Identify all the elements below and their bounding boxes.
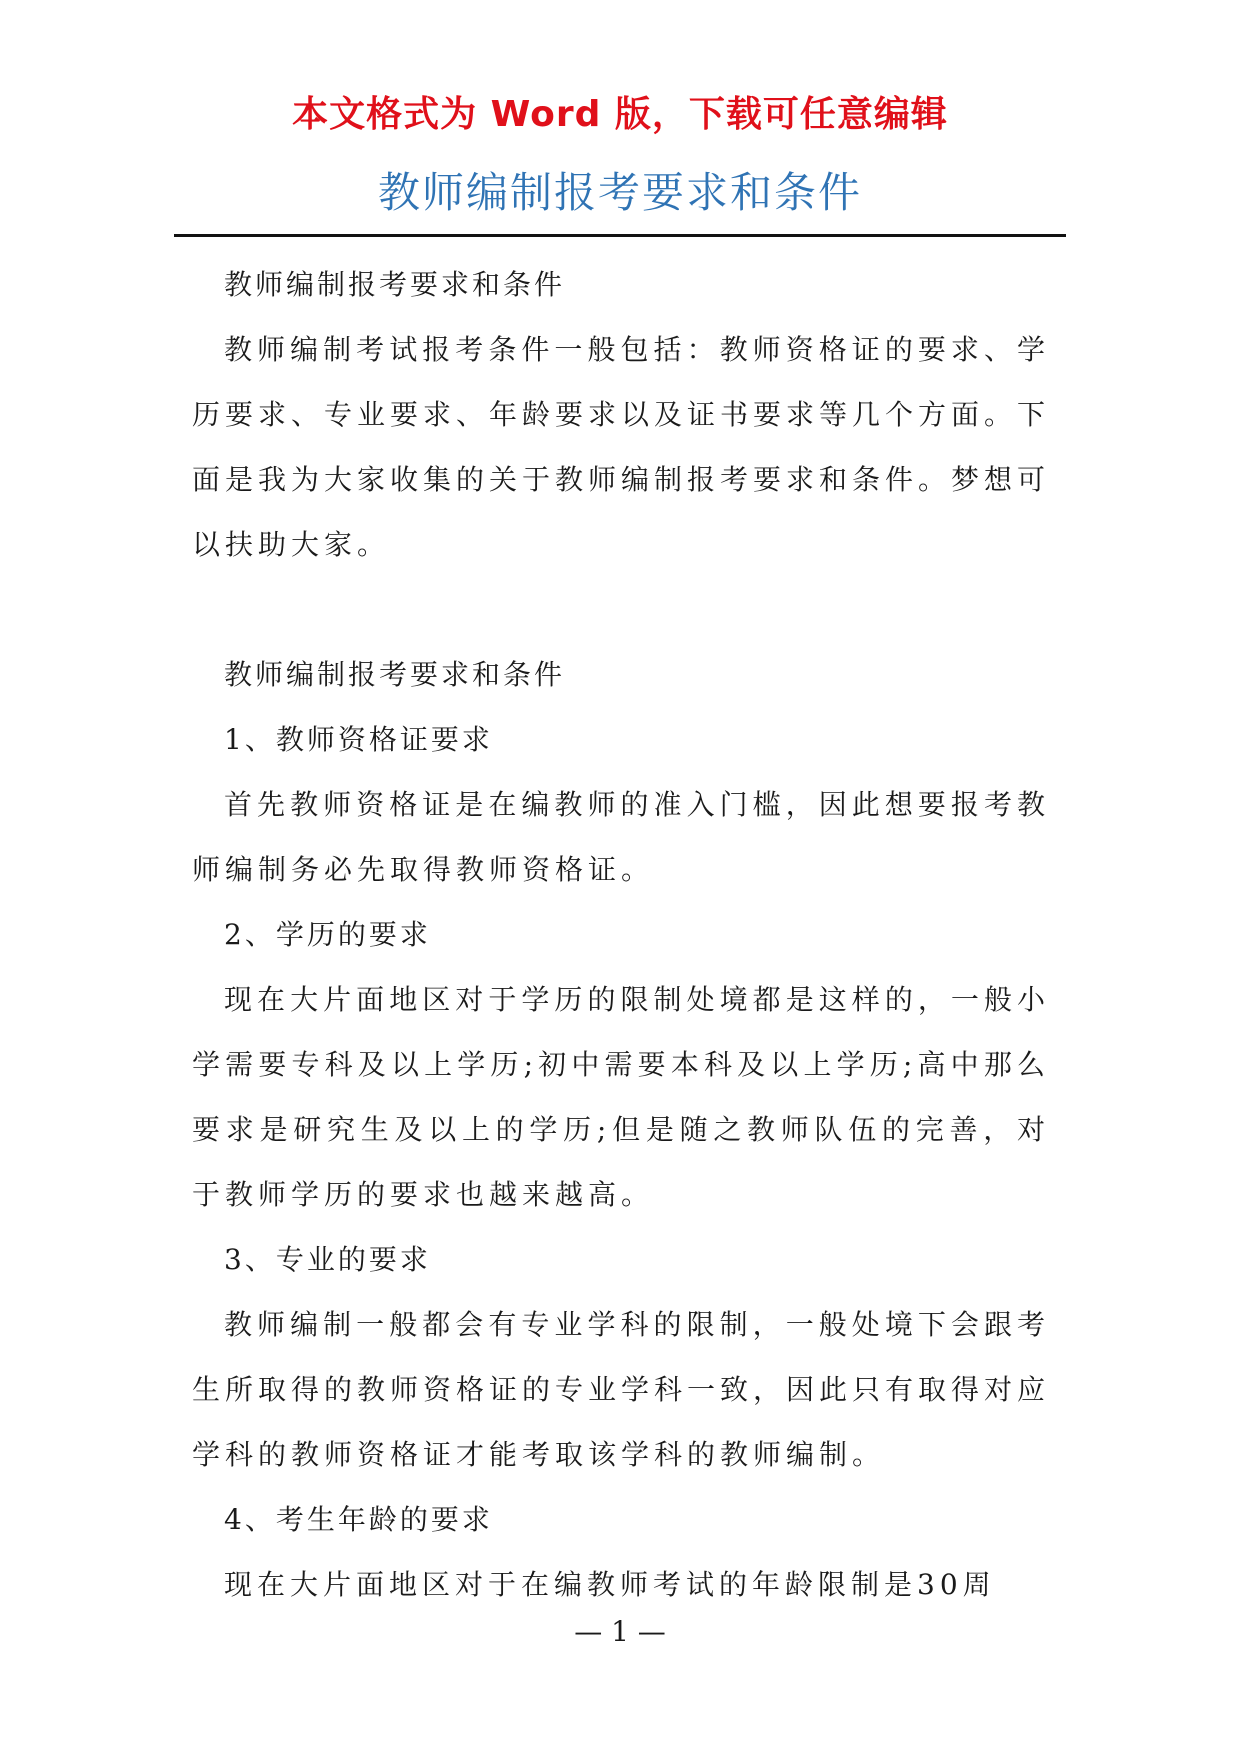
document-body <box>192 252 1050 1617</box>
blank-line <box>192 577 1050 642</box>
paragraph-age: 现在大片面地区对于在编教师考试的年龄限制是30周 <box>224 1568 996 1601</box>
section-heading-intro: 教师编制报考要求和条件 <box>224 268 566 301</box>
heading-major: 3、专业的要求 <box>224 1243 431 1276</box>
title-divider <box>174 234 1066 237</box>
paragraph-education: 现在大片面地区对于学历的限制处境都是这样的，一般小学需要专科及以上学历;初中需要本科及以上学历;高中那么要求是研究生及以上的学历;但是随之教师队伍的完善，对于教师学历的要求也越来越高。 <box>192 983 1050 1211</box>
document-title: 教师编制报考要求和条件 <box>377 168 862 217</box>
paragraph-teacher-certificate: 首先教师资格证是在编教师的准入门槛，因此想要报考教师编制务必先取得教师资格证。 <box>192 788 1050 886</box>
heading-teacher-certificate: 1、教师资格证要求 <box>224 723 493 756</box>
intro-paragraph: 教师编制考试报考条件一般包括：教师资格证的要求、学历要求、专业要求、年龄要求以及证书要求等几个方面。下面是我为大家收集的关于教师编制报考要求和条件。梦想可以扶助大家。 <box>192 333 1051 561</box>
download-banner: 本文格式为 Word 版，下载可任意编辑 <box>292 94 948 135</box>
paragraph-major: 教师编制一般都会有专业学科的限制，一般处境下会跟考生所取得的教师资格证的专业学科一致，因此只有取得对应学科的教师资格证才能考取该学科的教师编制。 <box>192 1308 1051 1471</box>
page-number: — 1 — <box>574 1615 666 1648</box>
section-heading-main: 教师编制报考要求和条件 <box>224 658 566 691</box>
heading-age: 4、考生年龄的要求 <box>224 1503 493 1536</box>
heading-education: 2、学历的要求 <box>224 918 431 951</box>
